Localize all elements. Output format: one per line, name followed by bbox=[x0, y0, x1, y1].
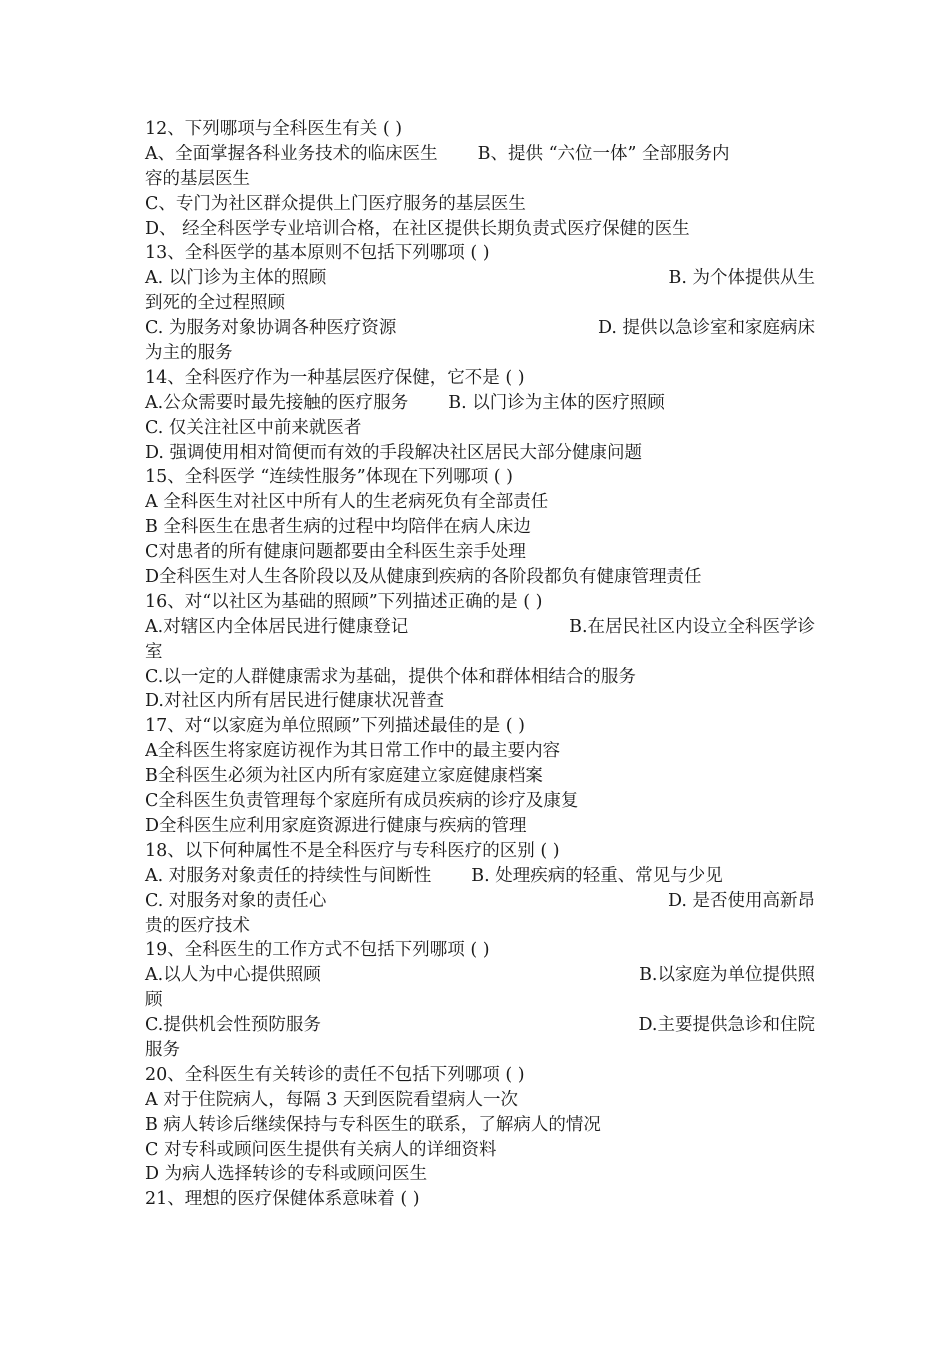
option-text: C.提供机会性预防服务 bbox=[145, 1015, 321, 1036]
question-stem: 14、全科医疗作为一种基层医疗保健，它不是 ( ) bbox=[145, 367, 525, 388]
option-text: C. 为服务对象协调各种医疗资源 bbox=[145, 318, 397, 339]
option-text: B. 处理疾病的轻重、常见与少见 bbox=[471, 865, 723, 886]
option-text: C全科医生负责管理每个家庭所有成员疾病的诊疗及康复 bbox=[145, 791, 579, 812]
option-text: 到死的全过程照顾 bbox=[145, 293, 285, 314]
option-row bbox=[145, 266, 815, 291]
option-text: 室 bbox=[145, 641, 163, 662]
option-row bbox=[145, 615, 815, 640]
option-text: C. 仅关注社区中前来就医者 bbox=[145, 417, 362, 438]
option-text: D全科医生应利用家庭资源进行健康与疾病的管理 bbox=[145, 815, 527, 836]
option-text: B.在居民社区内设立全科医学诊 bbox=[569, 616, 815, 637]
option-row bbox=[145, 889, 815, 914]
option-text: B、提供 “六位一体” 全部服务内 bbox=[477, 143, 730, 164]
option-text: A.公众需要时最先接触的医疗服务 bbox=[145, 392, 409, 413]
option-text: A. 以门诊为主体的照顾 bbox=[145, 268, 327, 289]
option-text: 容的基层医生 bbox=[145, 168, 250, 189]
option-text: 为主的服务 bbox=[145, 343, 233, 364]
option-text: A.以人为中心提供照顾 bbox=[145, 965, 321, 986]
question-stem: 16、对“以社区为基础的照顾”下列描述正确的是 ( ) bbox=[145, 591, 543, 612]
option-text: B. 为个体提供从生 bbox=[668, 268, 815, 289]
option-text: 服务 bbox=[145, 1039, 180, 1060]
option-text: A 全科医生对社区中所有人的生老病死负有全部责任 bbox=[145, 492, 549, 513]
option-text: A、全面掌握各科业务技术的临床医生 bbox=[145, 143, 438, 164]
option-text: 顾 bbox=[145, 990, 163, 1011]
option-text: D. 是否使用高新昂 bbox=[667, 890, 815, 911]
option-text: D.对社区内所有居民进行健康状况普查 bbox=[145, 691, 444, 712]
option-text: D. 提供以急诊室和家庭病床 bbox=[597, 318, 815, 339]
option-text: A. 对服务对象责任的持续性与间断性 bbox=[145, 865, 432, 886]
option-text: A.对辖区内全体居民进行健康登记 bbox=[145, 616, 409, 637]
option-text: B全科医生必须为社区内所有家庭建立家庭健康档案 bbox=[145, 766, 543, 787]
option-text: A 对于住院病人，每隔 3 天到医院看望病人一次 bbox=[145, 1089, 518, 1110]
option-text: C.以一定的人群健康需求为基础，提供个体和群体相结合的服务 bbox=[145, 666, 636, 687]
question-stem: 18、以下何种属性不是全科医疗与专科医疗的区别 ( ) bbox=[145, 840, 560, 861]
option-text: C对患者的所有健康问题都要由全科医生亲手处理 bbox=[145, 542, 526, 563]
question-stem: 20、全科医生有关转诊的责任不包括下列哪项 ( ) bbox=[145, 1064, 525, 1085]
option-text: D全科医生对人生各阶段以及从健康到疾病的各阶段都负有健康管理责任 bbox=[145, 567, 702, 588]
option-text: 贵的医疗技术 bbox=[145, 915, 250, 936]
question-stem: 15、全科医学 “连续性服务”体现在下列哪项 ( ) bbox=[145, 467, 514, 488]
option-text: D.主要提供急诊和住院 bbox=[638, 1015, 815, 1036]
option-row bbox=[145, 864, 815, 889]
option-text: A全科医生将家庭访视作为其日常工作中的最主要内容 bbox=[145, 741, 561, 762]
question-stem: 19、全科医生的工作方式不包括下列哪项 ( ) bbox=[145, 940, 490, 961]
option-row bbox=[145, 963, 815, 988]
option-text: C 对专科或顾问医生提供有关病人的详细资料 bbox=[145, 1139, 497, 1160]
question-stem: 17、对“以家庭为单位照顾”下列描述最佳的是 ( ) bbox=[145, 716, 525, 737]
option-text: C. 对服务对象的责任心 bbox=[145, 890, 327, 911]
option-text: B.以家庭为单位提供照 bbox=[639, 965, 815, 986]
option-text: C、专门为社区群众提供上门医疗服务的基层医生 bbox=[145, 193, 526, 214]
option-row bbox=[145, 1013, 815, 1038]
option-text: D 为病人选择转诊的专科或顾问医生 bbox=[145, 1164, 428, 1185]
option-text: D、 经全科医学专业培训合格，在社区提供长期负责式医疗保健的医生 bbox=[145, 218, 690, 239]
question-stem: 13、全科医学的基本原则不包括下列哪项 ( ) bbox=[145, 243, 490, 264]
option-row bbox=[145, 142, 815, 167]
question-stem: 21、理想的医疗保健体系意味着 ( ) bbox=[145, 1189, 420, 1210]
option-row bbox=[145, 391, 815, 416]
option-text: B 病人转诊后继续保持与专科医生的联系，了解病人的情况 bbox=[145, 1114, 601, 1135]
question-stem: 12、下列哪项与全科医生有关 ( ) bbox=[145, 119, 403, 139]
exam-page bbox=[145, 117, 815, 1212]
option-text: B 全科医生在患者生病的过程中均陪伴在病人床边 bbox=[145, 517, 531, 538]
option-text: B. 以门诊为主体的医疗照顾 bbox=[448, 392, 665, 413]
option-text: D. 强调使用相对简便而有效的手段解决社区居民大部分健康问题 bbox=[145, 442, 643, 463]
option-row bbox=[145, 316, 815, 341]
